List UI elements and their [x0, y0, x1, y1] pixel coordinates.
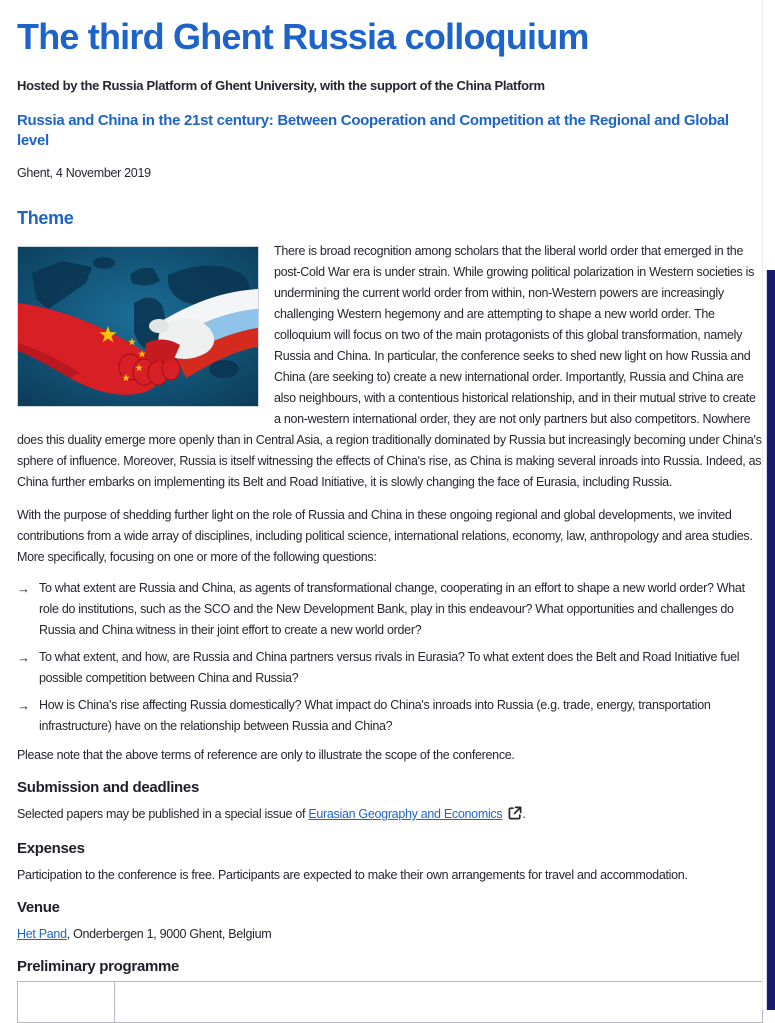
submission-text: Selected papers may be published in a special issue of	[17, 807, 309, 821]
question-text: To what extent are Russia and China, as agents of transformational change, cooperating in an effort to shape a new world order? What role do institutions, such as the SCO and the New Development Bank, play in this endeavour? What opportunities and challenges do Russia and China witness in their joint effort to create a new world order?	[39, 581, 745, 637]
question-text: How is China's rise affecting Russia domestically? What impact do China's inroads into Russia (e.g. trade, energy, transportation infrastructure) have on the relationship between Russia and China?	[39, 698, 711, 733]
programme-table-description-column	[115, 982, 762, 1022]
colloquium-subtitle: Russia and China in the 21st century: Between Cooperation and Competition at the Regional and Global level	[17, 112, 729, 149]
submission-text-after: .	[522, 807, 526, 821]
theme-body	[17, 241, 763, 493]
venue-address: , Onderbergen 1, 9000 Ghent, Belgium	[66, 927, 272, 941]
hosted-by-line: Hosted by the Russia Platform of Ghent University, with the support of the China Platform	[17, 78, 545, 93]
programme-heading: Preliminary programme	[17, 958, 180, 975]
article-content	[17, 0, 763, 1023]
arrow-right-icon: →	[17, 581, 30, 596]
list-item	[17, 647, 763, 689]
venue-paragraph	[17, 924, 763, 945]
programme-table	[17, 981, 763, 1023]
programme-table-time-column	[18, 982, 115, 1022]
page-title: The third Ghent Russia colloquium	[17, 16, 589, 57]
venue-heading: Venue	[17, 899, 60, 916]
list-item	[17, 578, 763, 641]
expenses-paragraph: Participation to the conference is free. Participants are expected to make their own arrangements for travel and accommodation.	[17, 868, 688, 882]
submission-paragraph	[17, 804, 763, 827]
list-item	[17, 695, 763, 737]
external-link-icon[interactable]	[508, 806, 522, 827]
scope-note: Please note that the above terms of reference are only to illustrate the scope of the conference.	[17, 748, 515, 762]
handshake-illustration	[18, 247, 258, 406]
date-location: Ghent, 4 November 2019	[17, 166, 151, 180]
submission-heading: Submission and deadlines	[17, 779, 200, 796]
eurasian-geography-link[interactable]: Eurasian Geography and Economics	[308, 807, 503, 821]
arrow-right-icon: →	[17, 698, 30, 713]
arrow-right-icon: →	[17, 650, 30, 665]
theme-paragraph-1: There is broad recognition among scholars that the liberal world order that emerged in the post-Cold War era is under strain. While growing political polarization in Western societies is undermining the current world order from within, non-Western powers are increasingly challenging Western hegemony and are attempting to shape a new world order. The colloquium will focus on two of the main protagonists of this global transformation, namely Russia and China. In particular, the conference seeks to shed new light on how Russia and China (are seeking to) create a new international order. Importantly, Russia and China are also neighbours, with a contentious historical relationship, and in their mutual strive to create a non-western international order, they are not only partners but also competitors. Nowhere does this duality emerge more openly than in Central Asia, a region traditionally dominated by Russia but increasingly becoming under China's sphere of influence. Moreover, Russia is itself witnessing the effects of China's rise, as China is making several inroads into Russia. Indeed, as China further embarks on implementing its Belt and Road Initiative, it is slowly changing the face of Eurasia, including Russia.	[17, 244, 762, 489]
expenses-heading: Expenses	[17, 840, 85, 857]
theme-heading: Theme	[17, 208, 74, 228]
theme-paragraph-2: With the purpose of shedding further light on the role of Russia and China in these ongoing regional and global developments, we invited contributions from a wide array of disciplines, including political science, international relations, economy, law, anthropology and area studies. More specifically, focusing on one or more of the following questions:	[17, 508, 753, 564]
questions-list	[17, 578, 763, 737]
russia-china-handshake-image	[17, 246, 259, 407]
question-text: To what extent, and how, are Russia and China partners versus rivals in Eurasia? To what extent does the Belt and Road Initiative fuel possible competition between China and Russia?	[39, 650, 740, 685]
het-pand-link[interactable]: Het Pand	[17, 927, 67, 941]
scrollbar-thumb[interactable]	[766, 270, 775, 1010]
